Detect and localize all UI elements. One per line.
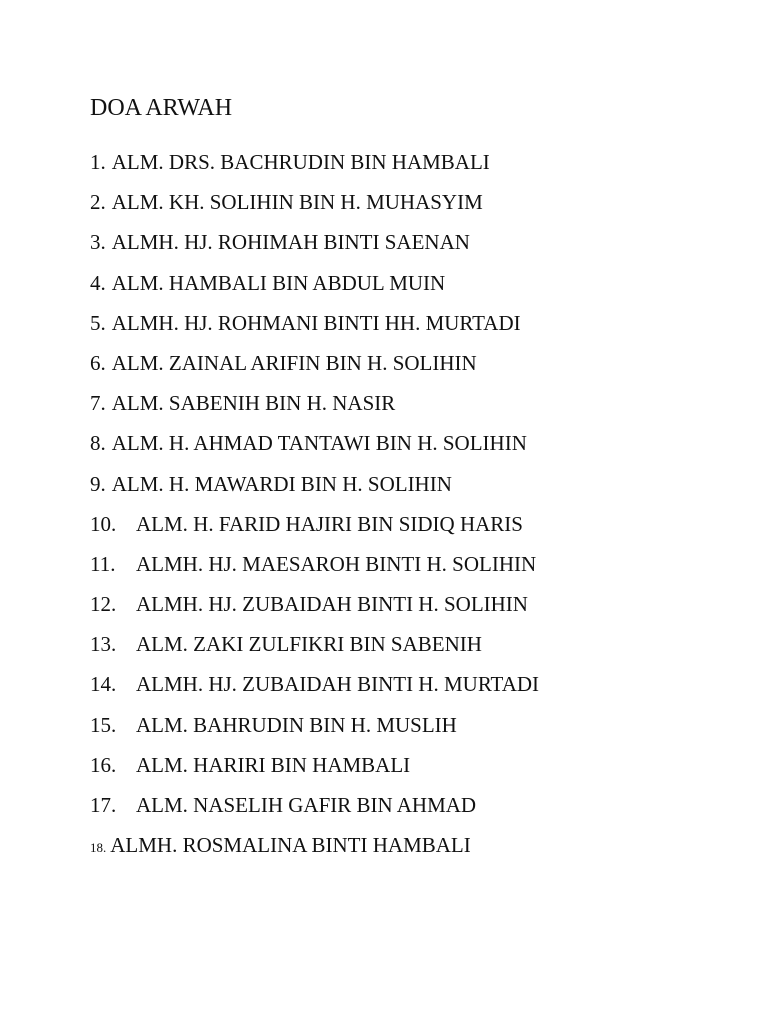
item-name: ALM. ZAINAL ARIFIN BIN H. SOLIHIN xyxy=(111,350,477,375)
item-name: ALMH. HJ. ROHMANI BINTI HH. MURTADI xyxy=(111,310,521,335)
item-number: 1. xyxy=(90,150,106,174)
item-name: ALM. ZAKI ZULFIKRI BIN SABENIH xyxy=(136,632,482,657)
list-item xyxy=(90,427,539,467)
list-item xyxy=(90,186,539,226)
item-name: ALM. HAMBALI BIN ABDUL MUIN xyxy=(111,270,446,295)
list-item xyxy=(90,548,539,588)
list-item xyxy=(90,789,539,829)
item-name: ALMH. HJ. ROHIMAH BINTI SAENAN xyxy=(111,230,470,255)
item-name: ALMH. HJ. ZUBAIDAH BINTI H. MURTADI xyxy=(136,672,540,697)
item-number: 13. xyxy=(90,632,117,657)
item-number: 5. xyxy=(90,310,106,335)
item-name: ALM. SABENIH BIN H. NASIR xyxy=(111,391,396,416)
item-number: 18. xyxy=(90,840,107,856)
item-number: 16. xyxy=(90,752,117,777)
item-name: ALM. BAHRUDIN BIN H. MUSLIH xyxy=(136,712,457,737)
item-name: ALM. H. MAWARDI BIN H. SOLIHIN xyxy=(111,471,452,496)
item-number: 4. xyxy=(90,270,106,295)
item-number: 6. xyxy=(90,350,106,375)
item-number: 9. xyxy=(90,471,106,496)
list-item xyxy=(90,307,539,347)
item-name: ALMH. HJ. MAESAROH BINTI H. SOLIHIN xyxy=(136,551,537,576)
list-item xyxy=(90,628,539,668)
list-item xyxy=(90,749,539,789)
list-item xyxy=(90,829,539,869)
item-name: ALM. HARIRI BIN HAMBALI xyxy=(136,752,411,777)
item-number: 3. xyxy=(90,230,106,255)
list-item xyxy=(90,709,539,749)
list-item xyxy=(90,387,539,427)
list-item xyxy=(90,468,539,508)
item-name: ALMH. ROSMALINA BINTI HAMBALI xyxy=(110,833,471,858)
list-item xyxy=(90,588,539,628)
item-number: 7. xyxy=(90,391,106,416)
names-list xyxy=(90,146,539,869)
list-item xyxy=(90,508,539,548)
item-number: 8. xyxy=(90,431,106,456)
list-item xyxy=(90,226,539,266)
item-name: ALM. NASELIH GAFIR BIN AHMAD xyxy=(136,793,477,817)
item-number: 15. xyxy=(90,712,117,737)
item-number: 2. xyxy=(90,190,106,215)
list-item xyxy=(90,267,539,307)
item-number: 10. xyxy=(90,511,117,536)
list-item xyxy=(90,668,539,708)
item-name: ALM. H. FARID HAJIRI BIN SIDIQ HARIS xyxy=(136,511,523,536)
document-title: DOA ARWAH xyxy=(90,95,233,121)
item-number: 17. xyxy=(90,793,117,817)
item-name: ALM. KH. SOLIHIN BIN H. MUHASYIM xyxy=(111,190,483,215)
item-number: 12. xyxy=(90,592,117,617)
item-name: ALMH. HJ. ZUBAIDAH BINTI H. SOLIHIN xyxy=(136,592,528,617)
item-name: ALM. DRS. BACHRUDIN BIN HAMBALI xyxy=(111,150,490,174)
item-number: 11. xyxy=(90,551,116,576)
item-name: ALM. H. AHMAD TANTAWI BIN H. SOLIHIN xyxy=(111,431,527,456)
list-item xyxy=(90,146,539,186)
item-number: 14. xyxy=(90,672,117,697)
list-item xyxy=(90,347,539,387)
